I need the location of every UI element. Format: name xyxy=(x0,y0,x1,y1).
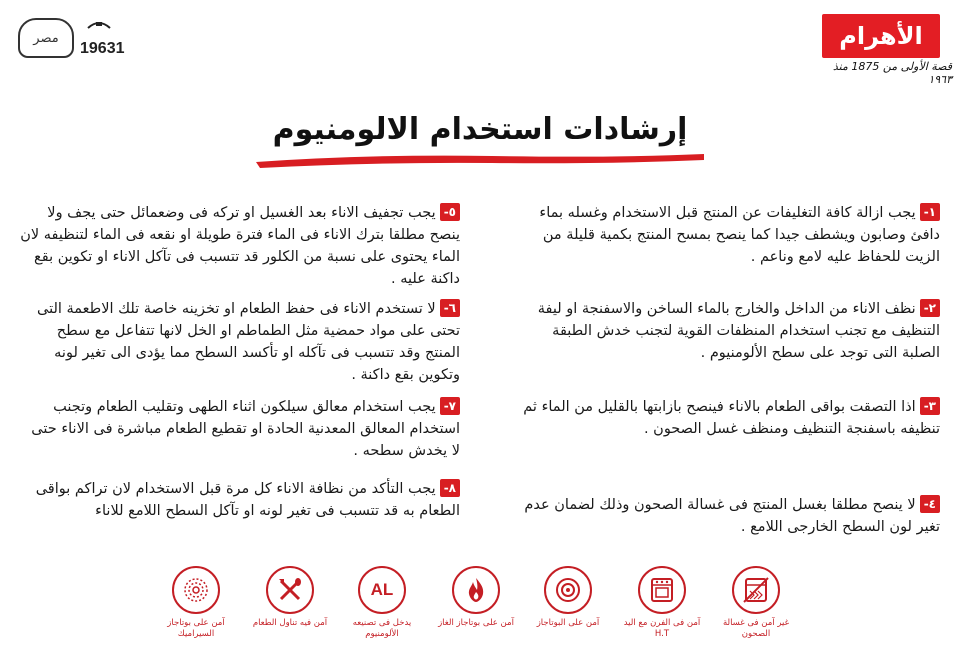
instruction-number: ٥- xyxy=(440,203,460,221)
instruction-text: يجب التأكد من نظافة الاناء كل مرة قبل الاستخدام لان تراكم بواقى الطعام به قد تتسبب فى تغير لونه او تآكل السطح اللامع للاناء xyxy=(35,481,460,519)
cutlery-icon xyxy=(275,575,305,605)
instruction-item-2 xyxy=(520,298,940,364)
hotline-number: 19631 xyxy=(80,40,125,57)
oven-icon xyxy=(647,575,677,605)
misr-logo: مصر xyxy=(18,18,74,58)
icon-dishwasher xyxy=(716,566,796,640)
icon-label: آمن على بوتاجاز الغاز xyxy=(438,618,514,628)
instruction-text: يجب استخدام معالق سيلكون اثناء الطهى وتقليب الطعام وتجنب استخدام المعالق المعدنية الحادة او تقطيع الطعام مباشرة فى الاناء حتى لا يخدش سطحه . xyxy=(31,399,460,459)
instruction-item-3 xyxy=(520,396,940,440)
instruction-text: اذا التصقت بواقى الطعام بالاناء فينصح بازابتها بالقليل من الماء ثم تنظيفه باسفنجة التنظيف ومنظف غسل الصحون . xyxy=(523,399,940,437)
instruction-text: نظف الاناء من الداخل والخارج بالماء الساخن والاسفنجة او ليفة التنظيف مع تجنب استخدام المنظفات القوية لتجنب خدش الطبقة الصلبة التى توجد على سطح الألومنيوم . xyxy=(537,301,940,361)
instruction-number: ١- xyxy=(920,203,940,221)
page-title: إرشادات استخدام الالومنيوم xyxy=(272,112,688,147)
icon-aluminium xyxy=(342,566,422,640)
ahram-tagline: قصة الأولى من 1875 منذ ١٩٦٣ xyxy=(832,60,952,86)
instruction-item-6 xyxy=(20,298,460,386)
icon-ceramic xyxy=(156,566,236,640)
ceramic-hob-icon xyxy=(181,575,211,605)
aluminium-icon: AL xyxy=(370,580,394,599)
gas-flame-icon xyxy=(461,575,491,605)
instruction-number: ٦- xyxy=(440,299,460,317)
instruction-text: يجب تجفيف الاناء بعد الغسيل او تركه فى وضعمائل حتى يجف ولا ينصح مطلقا بترك الاناء فى الماء فترة طويلة او نقعه فى الماء لتنظيفه لان الماء يحتوى على نسبة من الكلور قد تتسبب فى تآكل الاناء او تكوين بقع داكنة عليه . xyxy=(20,205,460,287)
icon-label: غير آمن فى غسالة الصحون xyxy=(722,618,790,639)
icon-cutlery xyxy=(250,566,330,629)
instruction-number: ٤- xyxy=(920,495,940,513)
instruction-number: ٨- xyxy=(440,479,460,497)
instruction-item-8 xyxy=(20,478,460,522)
instruction-item-7 xyxy=(20,396,460,462)
icon-label: آمن فيه تناول الطعام xyxy=(252,618,328,628)
induction-icon xyxy=(553,575,583,605)
phone-icon xyxy=(86,18,112,32)
instruction-item-5 xyxy=(20,202,460,290)
instruction-number: ٧- xyxy=(440,397,460,415)
instruction-item-4 xyxy=(520,494,940,538)
icon-induction xyxy=(528,566,608,629)
icon-label: آمن على بوتاجاز السيراميك xyxy=(167,618,225,639)
icon-label: يدخل فى تصنيعه الألومنيوم xyxy=(352,618,412,639)
instruction-number: ٢- xyxy=(920,299,940,317)
icon-gas xyxy=(436,566,516,629)
icon-label: آمن على البوتاجاز xyxy=(536,618,600,628)
instruction-text: يجب ازالة كافة التغليفات عن المنتج قبل الاستخدام وغسله بماء دافئ وصابون ويشطف جيدا كما ينصح بمسح المنتج بكمية قليلة من الزيت للحفاظ عليه لامع وناعم . xyxy=(539,205,940,265)
instruction-text: لا تستخدم الاناء فى حفظ الطعام او تخزينه خاصة تلك الاطعمة التى تحتى على مواد حمضية مثل الطماطم او الخل لانها تتفاعل مع سطح المنتج وقد تتسبب فى تآكله او تأكسد السطح مما يؤدى الى تغير لونه وتكوين بقع داكنة . xyxy=(37,301,460,383)
title-underline-brush xyxy=(252,148,708,172)
ahram-logo: الأهرام xyxy=(822,14,940,58)
icon-label: آمن فى الفرن مع اليد H.T xyxy=(623,618,701,639)
instruction-text: لا ينصح مطلقا بغسل المنتج فى غسالة الصحون وذلك لضمان عدم تغير لون السطح الخارجى اللامع . xyxy=(524,497,940,535)
instruction-item-1 xyxy=(520,202,940,268)
dishwasher-icon xyxy=(741,575,771,605)
instruction-number: ٣- xyxy=(920,397,940,415)
icon-oven xyxy=(622,566,702,640)
